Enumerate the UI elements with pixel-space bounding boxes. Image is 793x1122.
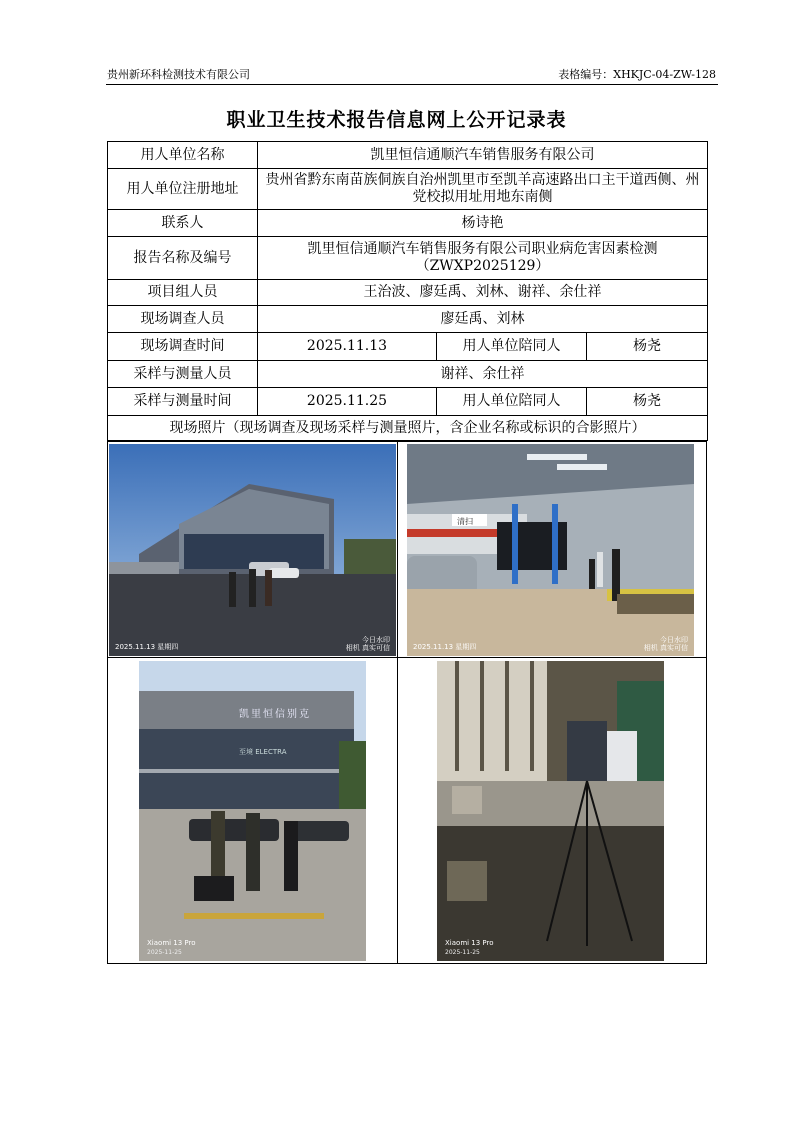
row-address [108,169,708,210]
team-label: 项目组人员 [108,280,258,306]
photo-building-exterior [109,444,396,656]
contact-label: 联系人 [108,210,258,237]
photos-vertical-divider [397,442,398,963]
photo-2-watermark-sub: 相机 真实可信 [643,644,688,652]
photo-sampling-equipment [437,661,664,961]
record-table [107,141,708,441]
row-investigators [108,306,708,333]
survey-time-value: 2025.11.13 [258,333,437,361]
photo-2-watermark-title: 今日水印 [660,636,688,644]
row-employer-name [108,142,708,169]
photo-1-watermark-sub: 相机 真实可信 [345,644,390,652]
photo-sampling-equipment-image [437,661,664,961]
sampling-time-label: 采样与测量时间 [108,388,258,416]
investigators-value: 廖廷禹、刘林 [258,306,708,333]
photo-4-date: 2025-11-25 [445,949,480,956]
photo-2-sign: 清扫 [457,517,473,526]
report-value [258,237,708,280]
row-team [108,280,708,306]
escort-value-1: 杨尧 [587,333,708,361]
report-number: （ZWXP2025129） [415,258,550,274]
investigators-label: 现场调查人员 [108,306,258,333]
samplers-value: 谢祥、余仕祥 [258,361,708,388]
photos-label: 现场照片（现场调查及现场采样与测量照片，含企业名称或标识的合影照片） [108,416,708,441]
photo-1-timestamp: 2025.11.13 星期四 [115,643,179,651]
photo-2-watermark [644,636,688,652]
escort-label-1: 用人单位陪同人 [437,333,587,361]
page-title: 职业卫生技术报告信息网上公开记录表 [226,109,567,131]
row-photos-label [108,416,708,441]
row-survey-time [108,333,708,361]
photo-workshop-image [407,444,694,656]
photo-3-date: 2025-11-25 [147,949,182,956]
photo-1-watermark-title: 今日水印 [362,636,390,644]
photo-workshop [407,444,694,656]
company-name: 贵州新环科检测技术有限公司 [107,68,250,81]
employer-name-value: 凯里恒信通顺汽车销售服务有限公司 [258,142,708,169]
row-sampling-time [108,388,708,416]
report-label: 报告名称及编号 [108,237,258,280]
header-rule [106,84,718,85]
address-value: 贵州省黔东南苗族侗族自治州凯里市至凯羊高速路出口主干道西侧、州党校拟用址用地东南侧 [258,169,708,210]
employer-name-label: 用人单位名称 [108,142,258,169]
address-label: 用人单位注册地址 [108,169,258,210]
escort-label-2: 用人单位陪同人 [437,388,587,416]
team-value: 王治波、廖廷禹、刘林、谢祥、余仕祥 [258,280,708,306]
photo-building-exterior-image [109,444,396,656]
form-number: 表格编号：XHKJC-04-ZW-128 [558,68,716,81]
survey-time-label: 现场调查时间 [108,333,258,361]
photo-3-sign: 凯里恒信别克 [239,709,311,720]
row-contact [108,210,708,237]
samplers-label: 采样与测量人员 [108,361,258,388]
sampling-time-value: 2025.11.25 [258,388,437,416]
photo-3-brand: Xiaomi 13 Pro [147,939,196,947]
photos-horizontal-divider [108,657,706,658]
photo-3-sign-2: 至境 ELECTRA [239,748,287,756]
report-name: 凯里恒信通顺汽车销售服务有限公司职业病危害因素检测 [307,241,658,257]
escort-value-2: 杨尧 [587,388,708,416]
photos-grid [107,441,707,964]
photo-1-watermark [346,636,390,652]
row-report [108,237,708,280]
contact-value: 杨诗艳 [258,210,708,237]
photo-4-brand: Xiaomi 13 Pro [445,939,494,947]
photo-2-timestamp: 2025.11.13 星期四 [413,643,477,651]
row-samplers [108,361,708,388]
photo-group-with-sign [139,661,366,961]
